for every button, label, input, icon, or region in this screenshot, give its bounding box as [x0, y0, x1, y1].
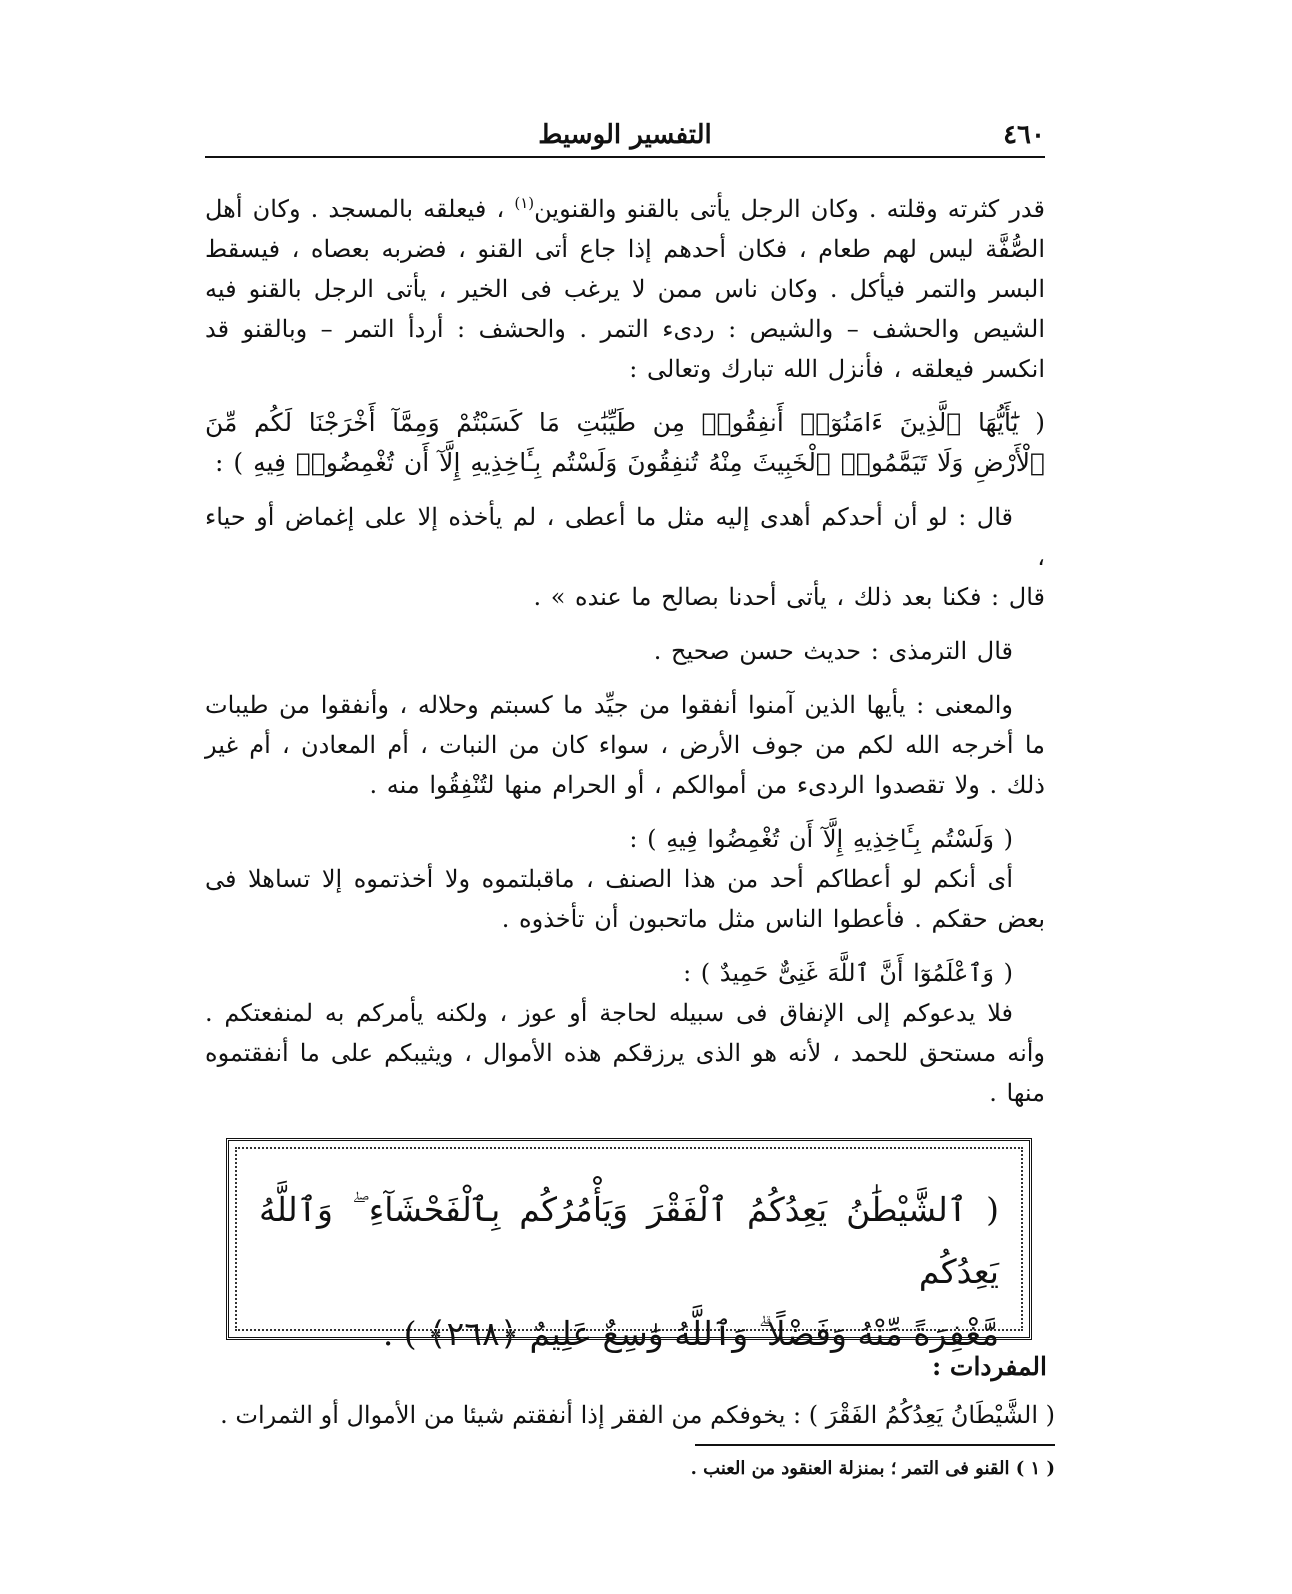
page-header	[205, 112, 1045, 158]
footnote: ( ١ ) القنو فى التمر ؛ بمنزلة العنقود من العنب .	[690, 1458, 1055, 1479]
tirmidhi-note: قال الترمذى : حديث حسن صحيح .	[653, 637, 1013, 665]
footnote-divider	[695, 1444, 1055, 1446]
paragraph-intro-part1: قدر كثرته وقلته . وكان الرجل يأتى بالقنو والقنوين	[534, 195, 1045, 223]
ayah-segment-2: ( وَلَسْتُم بِـَٔاخِذِيهِ إِلَّآ أَن تُغْمِضُوا فِيهِ ) :	[629, 825, 1013, 853]
framed-ayah-line-2: مَّغْفِرَةً مِّنْهُ وَفَضْلًا ۗ وَٱللَّهُ وَٰسِعٌ عَلِيمٌ ﴿٢٦٨﴾ ) .	[382, 1314, 999, 1353]
paragraph-intro	[205, 183, 1045, 389]
hadith-line-1: قال : لو أن أحدكم أهدى إليه مثل ما أعطى ، لم يأخذه إلا على إغماض أو حياء ،	[205, 503, 1045, 571]
framed-ayah-line-1: ( ٱلشَّيْطَٰنُ يَعِدُكُمُ ٱلْفَقْرَ وَيَأْمُرُكُم بِٱلْفَحْشَآءِ ۖ وَٱللَّهُ يَعِدُكُم	[259, 1190, 999, 1291]
vocabulary-heading: المفردات :	[931, 1352, 1047, 1381]
ayah-segment-3: ( وَٱعْلَمُوٓا أَنَّ ٱللَّهَ غَنِىٌّ حَمِيدٌ ) :	[683, 959, 1013, 987]
quoted-ayah: ( يَٰٓأَيُّهَا ٱلَّذِينَ ءَامَنُوٓا۟ أَنفِقُوا۟ مِن طَيِّبَٰتِ مَا كَسَبْتُمْ وَمِمَّآ أَخْرَجْنَا لَكُم مِّنَ ٱلْأَرْضِ وَلَا تَيَمَّمُوا۟ ٱلْخَبِيثَ مِنْهُ تُنفِقُونَ وَلَسْتُم بِـَٔاخِذِيهِ إِلَّآ أَن تُغْمِضُوا۟ فِيهِ ) :	[205, 408, 1045, 477]
meaning-paragraph: والمعنى : يأيها الذين آمنوا أنفقوا من جيِّد ما كسبتم وحلاله ، وأنفقوا من طيبات ما أخرجه الله لكم من جوف الأرض ، سواء كان من النبات ، أم المعادن ، أم غير ذلك . ولا تقصدوا الردىء من أموالكم ، أو الحرام منها لتُنْفِقُوا منه .	[205, 691, 1045, 799]
explanation-2: أى أنكم لو أعطاكم أحد من هذا الصنف ، ماقبلتموه ولا أخذتموه إلا تساهلا فى بعض حقكم . فأعطوا الناس مثل ماتحبون أن تأخذوه .	[205, 865, 1045, 933]
footnote-marker: (١)	[514, 194, 535, 212]
hadith-line-2: قال : فكنا بعد ذلك ، يأتى أحدنا بصالح ما عنده » .	[533, 583, 1045, 611]
framed-ayah-text	[259, 1179, 999, 1365]
book-title: التفسير الوسيط	[538, 120, 712, 150]
vocabulary-entry: ( الشَّيْطَانُ يَعِدُكُمُ الفَقْرَ ) : يخوفكم من الفقر إذا أنفقتم شيئا من الأموال أو الثمرات .	[220, 1401, 1055, 1429]
framed-ayah-box	[226, 1138, 1032, 1353]
page-body	[205, 183, 1045, 1113]
explanation-3: فلا يدعوكم إلى الإنفاق فى سبيله لحاجة أو عوز ، ولكنه يأمركم به لمنفعتكم . وأنه مستحق للحمد ، لأنه هو الذى يرزقكم هذه الأموال ، ويثيبكم على ما أنفقتموه منها .	[205, 999, 1045, 1107]
page-number: ٤٦٠	[1003, 120, 1045, 150]
paragraph-intro-part2: ، فيعلقه بالمسجد . وكان أهل الصُّفَّة ليس لهم طعام ، فكان أحدهم إذا جاع أتى القنو ، فضربه بعصاه ، فيسقط البسر والتمر فيأكل . وكان ناس ممن لا يرغب فى الخير ، يأتى الرجل بالقنو فيه الشيص والحشف – والشيص : ردىء التمر . والحشف : أردأ التمر – وبالقنو قد انكسر فيعلقه ، فأنزل الله تبارك وتعالى :	[205, 195, 1045, 383]
